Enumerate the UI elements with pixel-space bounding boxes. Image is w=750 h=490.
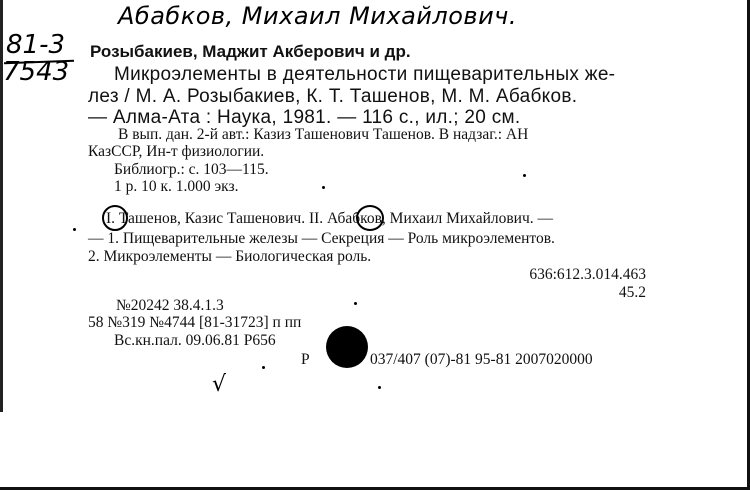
ink-blot — [326, 326, 368, 368]
circled-mark-i — [102, 205, 128, 231]
udc-code: 636:612.3.014.463 — [529, 266, 646, 283]
handwritten-code-bottom: 7543 — [3, 57, 70, 87]
title-line-2: лез / М. А. Розыбакиев, К. Т. Ташенов, М. М. Абабков. — [88, 86, 578, 107]
tracing-line-2: — 1. Пищеварительные железы — Секреция — Роль микроэлементов. — [88, 230, 555, 247]
speck — [73, 228, 76, 231]
book-chamber-line: Вс.кн.пал. 09.06.81 Р656 — [114, 332, 276, 349]
speck — [354, 302, 357, 305]
handwritten-code-top: 81-3 — [6, 30, 66, 60]
author-heading: Розыбакиев, Маджит Акберович и др. — [90, 42, 411, 61]
title-line-1: Микроэлементы в деятельности пищеварительных же- — [114, 64, 616, 85]
note-line-1: В вып. дан. 2-й авт.: Казиз Ташенович Ташенов. В надзаг.: АН — [118, 126, 529, 143]
note-line-2: КазССР, Ин-т физиологии. — [88, 143, 265, 160]
speck — [378, 386, 381, 389]
price-code-prefix: Р — [301, 351, 310, 368]
handwritten-checkmark: √ — [212, 372, 227, 397]
price-note: 1 р. 10 к. 1.000 экз. — [114, 178, 239, 195]
card-number: №20242 38.4.1.3 — [116, 297, 224, 314]
bbk-code: 45.2 — [618, 284, 646, 301]
speck — [262, 366, 265, 369]
bibliography-note: Библиогр.: с. 103—115. — [114, 161, 269, 178]
speck — [523, 174, 526, 177]
price-code: 037/407 (07)-81 95-81 2007020000 — [370, 351, 593, 368]
title-line-3: — Алма-Ата : Наука, 1981. — 116 с., ил.; 20 см. — [88, 107, 521, 128]
circled-mark-ii — [356, 205, 384, 231]
order-line: 58 №319 №4744 [81-31723] п пп — [88, 314, 302, 331]
tracing-line-1: I. Ташенов, Казис Ташенович. II. Абабков, Михаил Михайлович. — — [106, 210, 554, 227]
speck — [322, 186, 325, 189]
tracing-line-3: 2. Микроэлементы — Биологическая роль. — [88, 248, 372, 265]
handwritten-name: Абабков, Михаил Михайлович. — [118, 2, 517, 30]
